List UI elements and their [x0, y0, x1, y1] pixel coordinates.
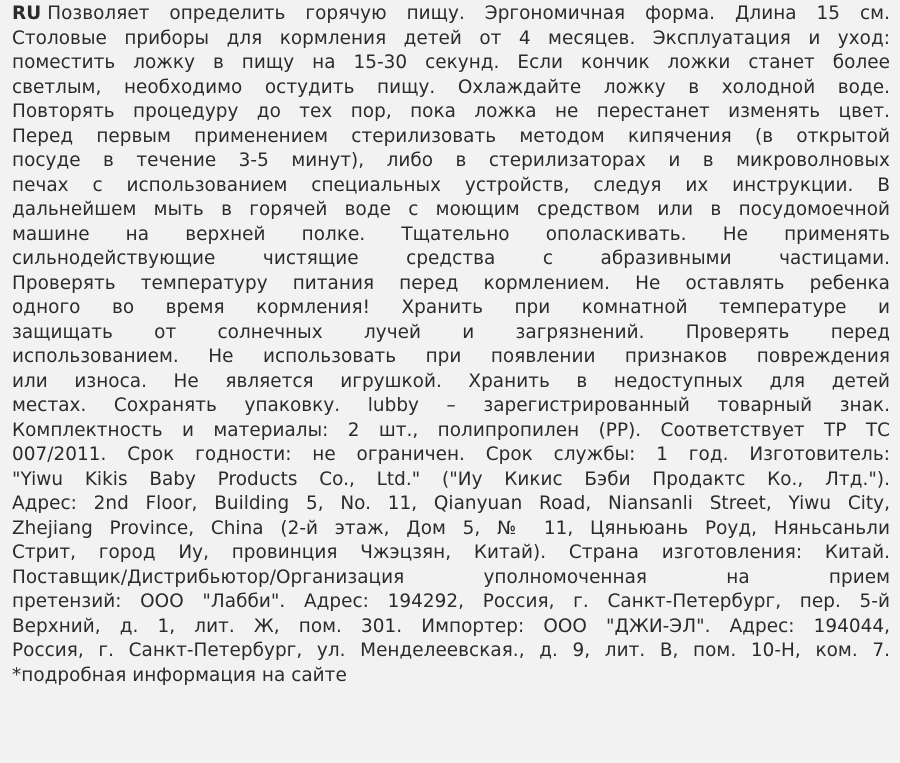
text-line-5: Повторять процедуру до тех пор, пока ложка не перестанет изменять цвет.	[12, 101, 890, 122]
text-line-21: Адрес: 2nd Floor, Building 5, No. 11, Qianyuan Road, Niansanli Street, Yiwu City,	[12, 493, 890, 514]
text-line-6: Перед первым применением стерилизовать методом кипячения (в открытой	[12, 125, 890, 147]
text-line-19: 007/2011. Срок годности: не ограничен. Срок службы: 1 год. Изготовитель:	[12, 444, 890, 465]
text-line-17: местах. Сохранять упаковку. lubby – зарегистрированный товарный знак.	[12, 395, 890, 416]
text-line-11: сильнодействующие чистящие средства с абразивными частицами.	[12, 248, 890, 269]
text-line-24: Поставщик/Дистрибьютор/Организация уполномоченная на прием	[12, 566, 890, 588]
text-line-4: светлым, необходимо остудить пищу. Охлаждайте ложку в холодной воде.	[12, 76, 890, 98]
text-line-20: "Yiwu Kikis Baby Products Co., Ltd." ("Иу Кикис Бэби Продактс Ко., Лтд.").	[12, 468, 890, 490]
text-line-10: машине на верхней полке. Тщательно ополаскивать. Не применять	[12, 223, 890, 245]
text-line-14: защищать от солнечных лучей и загрязнений. Проверять перед	[12, 321, 890, 343]
text-line-26: Верхний, д. 1, лит. Ж, пом. 301. Импортер: ООО "ДЖИ-ЭЛ". Адрес: 194044,	[12, 615, 890, 637]
text-line-13: одного во время кормления! Хранить при комнатной температуре и	[12, 297, 890, 318]
text-line-16: или износа. Не является игрушкой. Хранить в недоступных для детей	[12, 370, 890, 392]
text-line-12: Проверять температуру питания перед кормлением. Не оставлять ребенка	[12, 272, 890, 294]
text-line-8: печах с использованием специальных устройств, следуя их инструкции. В	[12, 174, 890, 196]
text-line-9: дальнейшем мыть в горячей воде с моющим средством или в посудомоечной	[12, 199, 890, 220]
text-line-1: RU Позволяет определить горячую пищу. Эргономичная форма. Длина 15 см.	[12, 3, 890, 24]
text-line-27: Россия, г. Санкт-Петербург, ул. Менделеевская., д. 9, лит. В, пом. 10-Н, ком. 7.	[12, 640, 890, 661]
language-label: RU	[12, 3, 42, 24]
text-line-2: Столовые приборы для кормления детей от 4 месяцев. Эксплуатация и уход:	[12, 27, 890, 49]
text-line-18: Комплектность и материалы: 2 шт., полипропилен (PP). Соответствует ТР ТС	[12, 419, 890, 441]
text-line-22: Zhejiang Province, China (2-й этаж, Дом 5, № 11, Цяньюань Роуд, Няньсаньли	[12, 517, 890, 539]
footnote: *подробная информация на сайте	[12, 664, 347, 686]
text-line-23: Стрит, город Иу, провинция Чжэцзян, Китай). Страна изготовления: Китай.	[12, 542, 890, 563]
text-line-7: посуде в течение 3-5 минут), либо в стерилизаторах и в микроволновых	[12, 150, 890, 171]
text-line-15: использованием. Не использовать при появлении признаков повреждения	[12, 346, 890, 367]
text-line-3: поместить ложку в пищу на 15-30 секунд. Если кончик ложки станет более	[12, 52, 890, 73]
text-line-25: претензий: ООО "Лабби". Адрес: 194292, Россия, г. Санкт-Петербург, пер. 5-й	[12, 591, 890, 612]
